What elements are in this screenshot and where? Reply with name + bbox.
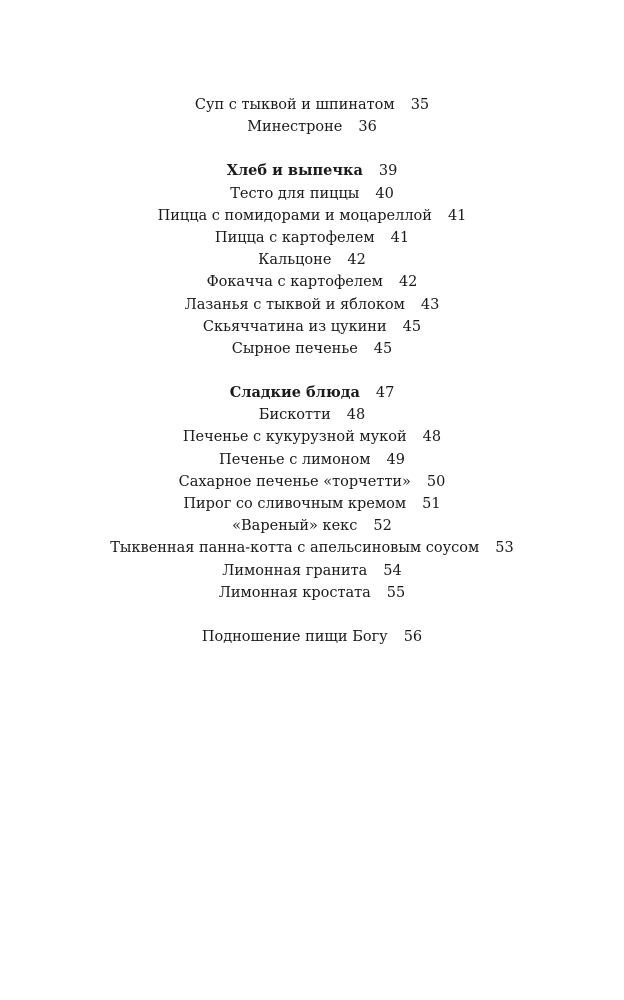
toc-entry-title: Суп с тыквой и шпинатом (194, 97, 395, 113)
toc-entry (0, 249, 624, 271)
toc-entry-title: Пицца с картофелем (214, 229, 375, 246)
toc-entry-title: Печенье с кукурузной мукой (182, 429, 407, 446)
toc-entry (0, 271, 624, 293)
toc-entry (0, 582, 624, 604)
toc-heading-title: Сладкие блюда (229, 384, 360, 402)
toc-entry-page: 52 (373, 518, 392, 535)
toc-entry-title: Сахарное печенье «торчетти» (178, 473, 411, 490)
toc-entry-title: Тыквенная панна-котта с апельсиновым соусом (110, 540, 480, 557)
section-gap (0, 360, 624, 382)
toc-entry (0, 316, 624, 338)
toc-entry-page: 53 (495, 540, 514, 557)
toc-entry-title: Лимонная гранита (222, 562, 368, 579)
toc-entry (0, 471, 624, 493)
toc-entry-page: 48 (422, 429, 442, 446)
toc-entry (0, 515, 624, 537)
toc-section-heading (0, 160, 624, 182)
toc-entry-title: Кальцоне (258, 252, 332, 269)
toc-entry (0, 404, 624, 426)
toc-entry-title: Сырное печенье (231, 340, 358, 357)
toc-entry (0, 493, 624, 515)
toc-entry (0, 426, 624, 448)
toc-entry-title: Минестроне (247, 119, 343, 136)
toc-entry-title: «Вареный» кекс (232, 518, 358, 535)
toc-entry-page: 56 (403, 628, 423, 645)
toc-entry-page: 42 (347, 252, 366, 269)
toc-heading-page: 39 (378, 163, 398, 180)
section-gap (0, 138, 624, 160)
toc-entry-title: Лазанья с тыквой и яблоком (184, 296, 405, 313)
toc-entry-title: Пицца с помидорами и моцареллой (157, 207, 432, 224)
toc-entry-title: Пирог со сливочным кремом (183, 496, 407, 512)
toc-heading-page: 47 (375, 385, 395, 402)
toc-entry-page: 55 (386, 584, 406, 601)
toc-heading-title: Хлеб и выпечка (226, 162, 363, 180)
toc-entry-page: 48 (346, 407, 366, 424)
toc-entry (0, 294, 624, 316)
toc-entry (0, 205, 624, 227)
toc-entry-title: Фокачча с картофелем (206, 274, 383, 291)
toc-entry (0, 338, 624, 360)
toc-entry (0, 183, 624, 205)
toc-entry-page: 50 (426, 473, 446, 490)
table-of-contents (0, 94, 624, 648)
toc-entry-title: Печенье с лимоном (219, 451, 371, 468)
toc-entry-page: 51 (422, 496, 441, 512)
toc-entry-page: 41 (390, 229, 410, 246)
toc-entry-page: 43 (420, 296, 440, 313)
toc-entry (0, 116, 624, 138)
toc-entry (0, 560, 624, 582)
toc-entry-page: 45 (373, 340, 393, 357)
toc-entry (0, 227, 624, 249)
toc-entry-page: 49 (386, 451, 405, 468)
toc-entry (0, 626, 624, 648)
toc-entry-page: 45 (402, 318, 422, 335)
toc-entry-page: 40 (375, 185, 394, 202)
toc-entry (0, 537, 624, 559)
toc-entry (0, 449, 624, 471)
toc-entry-title: Тесто для пиццы (230, 185, 360, 202)
toc-entry-page: 41 (447, 207, 467, 224)
toc-entry-page: 54 (383, 562, 402, 579)
toc-entry-page: 42 (398, 274, 418, 291)
toc-entry-title: Скьяччатина из цукини (202, 318, 387, 335)
toc-entry-title: Лимонная кростата (218, 584, 371, 601)
toc-entry (0, 94, 624, 116)
toc-section-heading (0, 382, 624, 404)
toc-entry-title: Бискотти (258, 407, 331, 424)
toc-entry-page: 35 (410, 97, 430, 113)
section-gap (0, 604, 624, 626)
toc-entry-title: Подношение пищи Богу (201, 628, 388, 645)
toc-entry-page: 36 (358, 119, 377, 136)
